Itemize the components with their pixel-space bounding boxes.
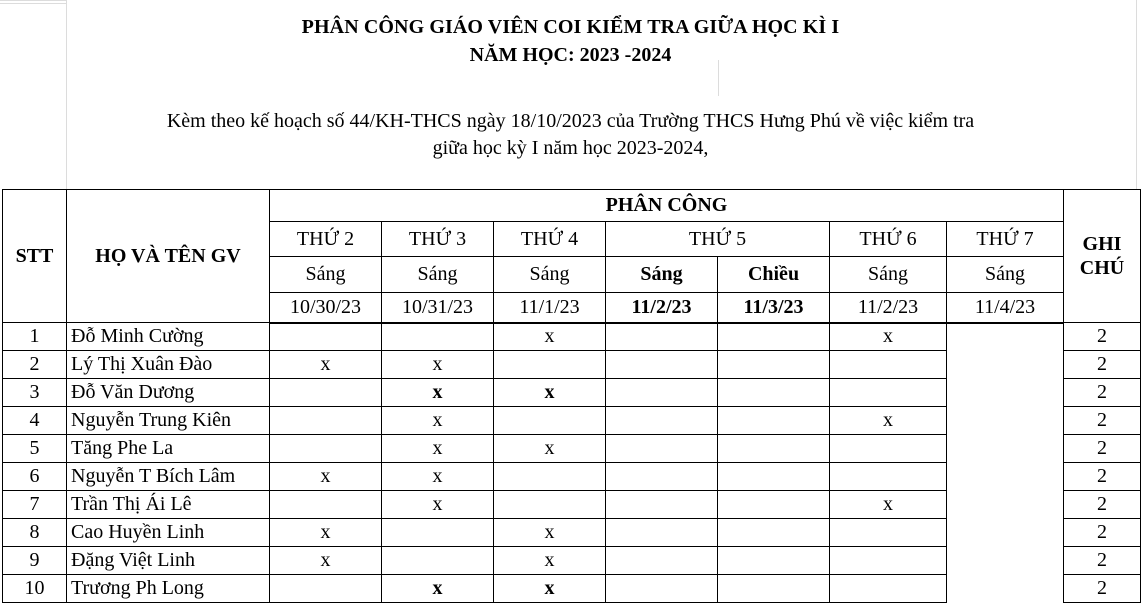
- note-cell: 2: [1064, 379, 1141, 407]
- stt-cell: 4: [3, 407, 67, 435]
- assignment-mark-cell: x: [270, 519, 382, 547]
- assignment-mark-cell: [947, 491, 1064, 519]
- date-header: 11/2/23: [830, 293, 947, 323]
- assignment-mark-cell: [606, 407, 718, 435]
- day-header: THỨ 2: [270, 222, 382, 257]
- stt-cell: 3: [3, 379, 67, 407]
- teacher-name-cell: Tăng Phe La: [67, 435, 270, 463]
- assignment-mark-cell: x: [270, 547, 382, 575]
- assignment-mark-cell: x: [270, 351, 382, 379]
- assignment-mark-cell: x: [494, 323, 606, 351]
- assignment-mark-cell: [718, 491, 830, 519]
- assignment-mark-cell: [270, 323, 382, 351]
- roster-body: [3, 323, 1141, 603]
- assignment-mark-cell: [606, 379, 718, 407]
- note-cell: 2: [1064, 575, 1141, 603]
- date-header: 11/2/23: [606, 293, 718, 323]
- name-header: HỌ VÀ TÊN GV: [67, 190, 270, 323]
- assignment-mark-cell: [830, 351, 947, 379]
- teacher-name-cell: Đỗ Văn Dương: [67, 379, 270, 407]
- table-row: [3, 323, 1141, 351]
- document-title: PHÂN CÔNG GIÁO VIÊN COI KIỂM TRA GIỮA HỌC KÌ I: [301, 16, 840, 38]
- assignment-mark-cell: [947, 407, 1064, 435]
- table-row: [3, 491, 1141, 519]
- assignment-mark-cell: x: [382, 463, 494, 491]
- teacher-name-cell: Nguyễn T Bích Lâm: [67, 463, 270, 491]
- assignment-mark-cell: [947, 519, 1064, 547]
- note-cell: 2: [1064, 323, 1141, 351]
- assignment-mark-cell: [606, 575, 718, 603]
- note-cell: 2: [1064, 351, 1141, 379]
- assignment-mark-cell: [606, 519, 718, 547]
- date-header: 10/31/23: [382, 293, 494, 323]
- stt-cell: 9: [3, 547, 67, 575]
- date-header: 11/1/23: [494, 293, 606, 323]
- assignment-mark-cell: [382, 547, 494, 575]
- assignment-mark-cell: [718, 351, 830, 379]
- assignment-mark-cell: [947, 323, 1064, 351]
- session-header: Sáng: [606, 257, 718, 293]
- assignment-mark-cell: [270, 379, 382, 407]
- assignment-mark-cell: [830, 435, 947, 463]
- assignment-mark-cell: x: [382, 351, 494, 379]
- note-cell: 2: [1064, 463, 1141, 491]
- assignment-mark-cell: x: [494, 519, 606, 547]
- assignment-mark-cell: [494, 351, 606, 379]
- assignment-mark-cell: x: [382, 575, 494, 603]
- teacher-name-cell: Lý Thị Xuân Đào: [67, 351, 270, 379]
- teacher-name-cell: Cao Huyền Linh: [67, 519, 270, 547]
- assignment-mark-cell: x: [494, 547, 606, 575]
- stt-cell: 6: [3, 463, 67, 491]
- assignment-mark-cell: [830, 519, 947, 547]
- day-header: THỨ 6: [830, 222, 947, 257]
- assignment-mark-cell: [718, 435, 830, 463]
- table-row: [3, 435, 1141, 463]
- assignment-mark-cell: [947, 379, 1064, 407]
- session-header: Chiều: [718, 257, 830, 293]
- assignment-mark-cell: [494, 491, 606, 519]
- note-header-line2: CHÚ: [1079, 257, 1125, 279]
- assignment-mark-cell: [270, 407, 382, 435]
- stt-cell: 8: [3, 519, 67, 547]
- assignment-mark-cell: x: [494, 379, 606, 407]
- table-row: [3, 575, 1141, 603]
- assignment-mark-cell: [718, 547, 830, 575]
- session-header: Sáng: [270, 257, 382, 293]
- assignment-mark-cell: [830, 547, 947, 575]
- table-row: [3, 351, 1141, 379]
- teacher-name-cell: Trương Ph Long: [67, 575, 270, 603]
- assignment-mark-cell: [382, 519, 494, 547]
- assignment-mark-cell: [947, 575, 1064, 603]
- stt-cell: 1: [3, 323, 67, 351]
- assignment-mark-cell: [718, 463, 830, 491]
- assignment-mark-cell: x: [382, 379, 494, 407]
- teacher-name-cell: Đỗ Minh Cường: [67, 323, 270, 351]
- table-row: [3, 547, 1141, 575]
- stt-cell: 7: [3, 491, 67, 519]
- assignment-mark-cell: x: [270, 463, 382, 491]
- assignment-mark-cell: [718, 519, 830, 547]
- note-header-line1: GHI: [1082, 233, 1122, 255]
- teacher-name-cell: Nguyễn Trung Kiên: [67, 407, 270, 435]
- session-header: Sáng: [830, 257, 947, 293]
- assignment-mark-cell: x: [830, 491, 947, 519]
- assignment-mark-cell: [830, 463, 947, 491]
- assignment-mark-cell: [606, 547, 718, 575]
- day-header: THỨ 4: [494, 222, 606, 257]
- assignment-mark-cell: [270, 435, 382, 463]
- assignment-mark-cell: [718, 407, 830, 435]
- note-cell: 2: [1064, 435, 1141, 463]
- day-header: THỨ 7: [947, 222, 1064, 257]
- assignment-header: PHÂN CÔNG: [270, 190, 1064, 222]
- assignment-mark-cell: x: [382, 407, 494, 435]
- note-cell: 2: [1064, 491, 1141, 519]
- assignment-table: [2, 189, 1141, 603]
- assignment-mark-cell: x: [830, 323, 947, 351]
- day-header: THỨ 5: [606, 222, 830, 257]
- assignment-mark-cell: [606, 435, 718, 463]
- assignment-mark-cell: [830, 379, 947, 407]
- assignment-mark-cell: [947, 547, 1064, 575]
- date-header: 11/4/23: [947, 293, 1064, 323]
- assignment-mark-cell: [606, 351, 718, 379]
- date-header: 10/30/23: [270, 293, 382, 323]
- day-header: THỨ 3: [382, 222, 494, 257]
- note-cell: 2: [1064, 407, 1141, 435]
- assignment-mark-cell: x: [382, 491, 494, 519]
- intro-line-2: giữa học kỳ I năm học 2023-2024,: [432, 137, 709, 159]
- assignment-mark-cell: x: [494, 435, 606, 463]
- note-cell: 2: [1064, 547, 1141, 575]
- session-header: Sáng: [494, 257, 606, 293]
- assignment-mark-cell: [718, 379, 830, 407]
- note-header: [1064, 190, 1141, 323]
- teacher-name-cell: Trần Thị Ái Lê: [67, 491, 270, 519]
- stt-header: STT: [3, 190, 67, 323]
- session-header: Sáng: [382, 257, 494, 293]
- sheet-gridline: [0, 3, 66, 4]
- assignment-mark-cell: [606, 463, 718, 491]
- assignment-mark-cell: [606, 491, 718, 519]
- session-header: Sáng: [947, 257, 1064, 293]
- assignment-mark-cell: [494, 463, 606, 491]
- assignment-mark-cell: [270, 491, 382, 519]
- note-cell: 2: [1064, 519, 1141, 547]
- teacher-name-cell: Đặng Việt Linh: [67, 547, 270, 575]
- table-row: [3, 519, 1141, 547]
- stt-cell: 2: [3, 351, 67, 379]
- assignment-mark-cell: [718, 323, 830, 351]
- sheet-gridline: [0, 0, 66, 1]
- table-row: [3, 407, 1141, 435]
- assignment-mark-cell: x: [830, 407, 947, 435]
- school-year: NĂM HỌC: 2023 -2024: [469, 44, 672, 66]
- assignment-mark-cell: x: [494, 575, 606, 603]
- assignment-mark-cell: [947, 351, 1064, 379]
- assignment-mark-cell: [830, 575, 947, 603]
- assignment-mark-cell: [947, 435, 1064, 463]
- assignment-mark-cell: [494, 407, 606, 435]
- date-header: 11/3/23: [718, 293, 830, 323]
- intro-line-1: Kèm theo kế hoạch số 44/KH-THCS ngày 18/10/2023 của Trường THCS Hưng Phú về việc kiểm tra: [166, 110, 975, 132]
- table-row: [3, 463, 1141, 491]
- assignment-mark-cell: x: [382, 435, 494, 463]
- table-row: [3, 379, 1141, 407]
- assignment-mark-cell: [606, 323, 718, 351]
- assignment-mark-cell: [718, 575, 830, 603]
- assignment-mark-cell: [947, 463, 1064, 491]
- assignment-mark-cell: [382, 323, 494, 351]
- stt-cell: 10: [3, 575, 67, 603]
- stt-cell: 5: [3, 435, 67, 463]
- assignment-mark-cell: [270, 575, 382, 603]
